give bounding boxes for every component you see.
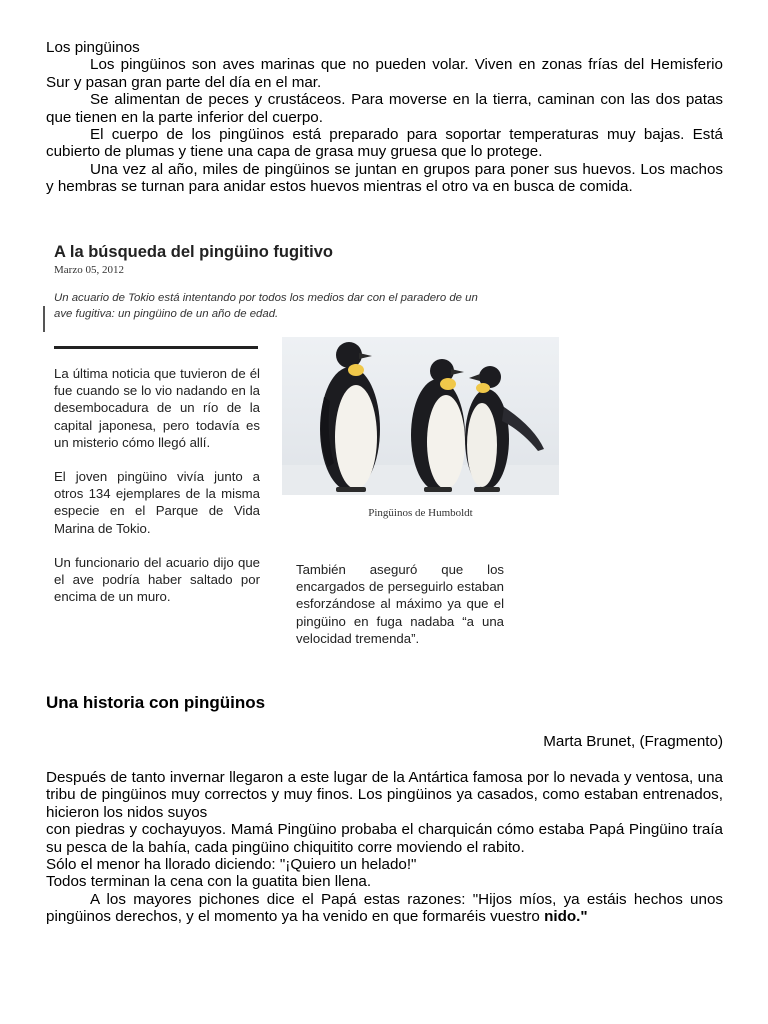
clipping-left-column <box>54 365 260 622</box>
photo-caption: Pingüinos de Humboldt <box>368 507 473 519</box>
story-line: con piedras y cochayuyos. Mamá Pingüino probaba el charquicán cómo estaba Papá Pingüino traía su pesca de la bahía, cada pingüino chiquitito corre moviendo el rabito. <box>46 821 723 856</box>
clipping-lede: Un acuario de Tokio está intentando por todos los medios dar con el paradero de un ave fugitiva: un pingüino de un año de edad. <box>54 292 478 320</box>
intro-heading: Los pingüinos <box>46 39 140 56</box>
clipping-paragraph: El joven pingüino vivía junto a otros 134 ejemplares de la misma especie en el Parque de Vida Marina de Tokio. <box>54 469 260 536</box>
intro-paragraph: El cuerpo de los pingüinos está preparado para soportar temperaturas muy bajas. Está cubierto de plumas y tiene una capa de grasa muy gruesa que lo protege. <box>46 126 723 161</box>
intro-section <box>46 39 723 196</box>
clipping-date: Marzo 05, 2012 <box>54 264 124 276</box>
story-line: Sólo el menor ha llorado diciendo: "¡Quiero un helado!" <box>46 856 417 874</box>
story-line: Después de tanto invernar llegaron a este lugar de la Antártica famosa por lo nevada y ventosa, una tribu de pingüinos muy correctos y muy finos. Los pingüinos ya casados, como estaban entrenados, hicieron los nidos suyos <box>46 769 723 821</box>
column-rule <box>54 346 258 349</box>
clipping-paragraph: La última noticia que tuvieron de él fue cuando se lo vio nadando en la desembocadura de un río de la capital japonesa, pero todavía es un misterio cómo llegó allí. <box>54 366 260 450</box>
story-title: Una historia con pingüinos <box>46 693 266 712</box>
intro-paragraph: Los pingüinos son aves marinas que no pueden volar. Viven en zonas frías del Hemisferio Sur y pasan gran parte del día en el mar. <box>46 56 723 91</box>
story-final-paragraph <box>46 891 723 926</box>
clipping-right-column: También aseguró que los encargados de perseguirlo estaban esforzándose al máximo ya que el pingüino en fuga nadaba “a una velocidad tremenda”. <box>296 562 504 646</box>
clipping-paragraph: Un funcionario del acuario dijo que el ave podría haber saltado por encima de un muro. <box>54 554 260 605</box>
lede-marker-bar <box>43 306 45 332</box>
story-body <box>46 769 723 926</box>
penguins-photo <box>282 337 559 495</box>
story-line: Todos terminan la cena con la guatita bien llena. <box>46 873 372 891</box>
news-clipping <box>46 243 566 673</box>
story-author: Marta Brunet, (Fragmento) <box>543 733 723 750</box>
story-final-text: A los mayores pichones dice el Papá estas razones: "Hijos míos, ya estáis hechos unos pingüinos derechos, y el momento ya ha venido en que formaréis vuestro <box>46 890 723 926</box>
penguins-illustration <box>282 337 559 495</box>
intro-paragraph: Una vez al año, miles de pingüinos se juntan en grupos para poner sus huevos. Los machos y hembras se turnan para anidar estos huevos mientras el otro va en busca de comida. <box>46 160 723 196</box>
intro-paragraph: Se alimentan de peces y crustáceos. Para moverse en la tierra, caminan con las dos patas que tienen en la parte inferior del cuerpo. <box>46 91 723 126</box>
clipping-title: A la búsqueda del pingüino fugitivo <box>54 243 333 261</box>
story-final-word: nido." <box>544 908 588 926</box>
